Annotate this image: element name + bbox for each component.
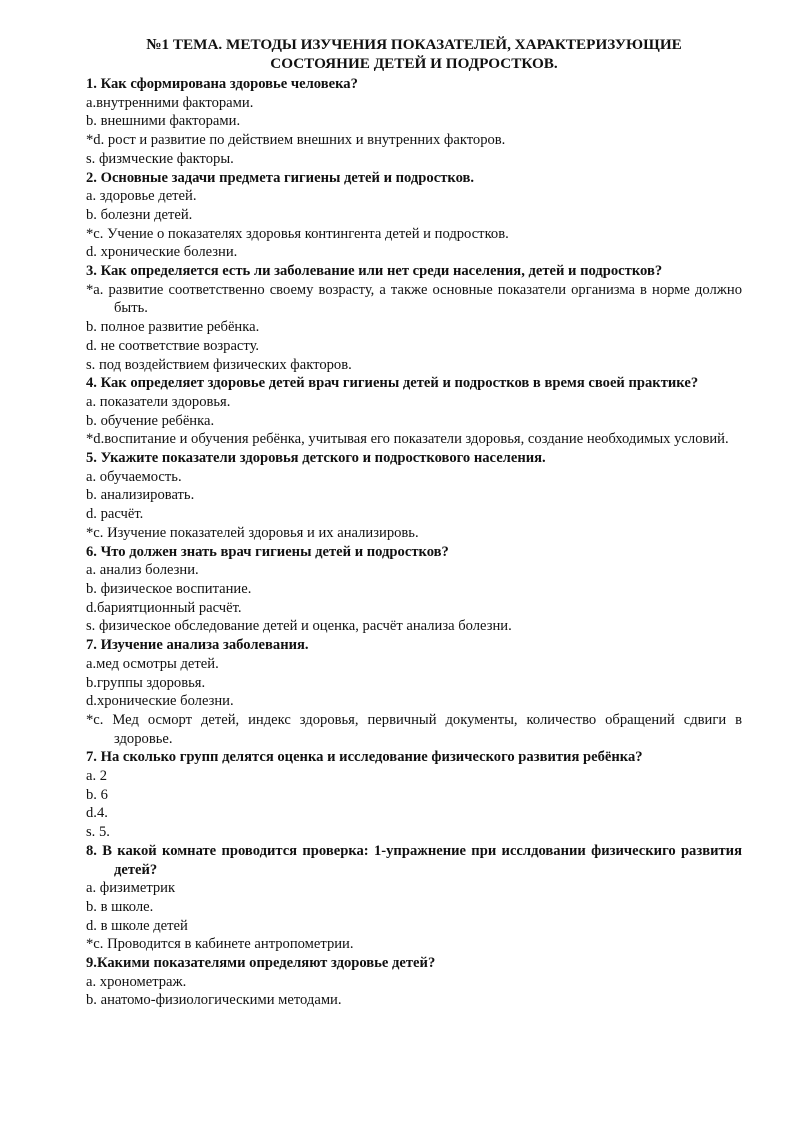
title-line-2: СОСТОЯНИЕ ДЕТЕЙ И ПОДРОСТКОВ. — [270, 54, 558, 72]
answer-option: a. анализ болезни. — [86, 562, 199, 579]
answer-option: b. в школе. — [86, 898, 154, 915]
document-page — [86, 36, 742, 1010]
answer-option: d.бариятционный расчёт. — [86, 599, 242, 616]
question-10: 9.Какими показателями определяют здоровье детей? — [86, 955, 436, 972]
answer-option: b. болезни детей. — [86, 206, 193, 223]
answer-option: d. расчёт. — [86, 506, 144, 523]
answer-option: a.внутренними факторами. — [86, 94, 254, 111]
title-line-1: №1 ТЕМА. МЕТОДЫ ИЗУЧЕНИЯ ПОКАЗАТЕЛЕЙ, ХАРАКТЕРИЗУЮЩИЕ — [146, 36, 682, 53]
document-title — [86, 36, 742, 73]
answer-option: b. полное развитие ребёнка. — [86, 319, 260, 336]
answer-option: d. хронические болезни. — [86, 244, 238, 261]
answer-option: b. физическое воспитание. — [86, 580, 252, 597]
answer-option: b.группы здоровья. — [86, 674, 206, 691]
question-9: 8. В какой комнате проводится проверка: 1-упражнение при исслдовании физическиго развития детей? — [86, 842, 742, 878]
answer-option: a. 2 — [86, 768, 108, 785]
question-6: 6. Что должен знать врач гигиены детей и подростков? — [86, 543, 449, 560]
answer-option: b. 6 — [86, 786, 108, 803]
question-3: 3. Как определяется есть ли заболевание или нет среди населения, детей и подростков? — [86, 263, 663, 280]
answer-option: a. здоровье детей. — [86, 188, 197, 205]
answer-option: b. анатомо-физиологическими методами. — [86, 992, 342, 1009]
answer-option: d.хронические болезни. — [86, 693, 234, 710]
answer-option: s. 5. — [86, 824, 110, 841]
answer-option: *c. Изучение показателей здоровья и их анализировь. — [86, 524, 419, 541]
answer-option: *c. Учение о показателях здоровья контингента детей и подростков. — [86, 225, 509, 242]
answer-option: *c. Проводится в кабинете антропометрии. — [86, 936, 354, 953]
answer-option: *d.воспитание и обучения ребёнка, учитывая его показатели здоровья, создание необходимых условий. — [86, 431, 729, 448]
answer-option: d. в школе детей — [86, 917, 188, 934]
answer-option: s. физическое обследование детей и оценка, расчёт анализа болезни. — [86, 618, 512, 635]
question-4: 4. Как определяет здоровье детей врач гигиены детей и подростков в время своей практике? — [86, 375, 699, 392]
answer-option: b. обучение ребёнка. — [86, 412, 215, 429]
answer-option: *a. развитие соответственно своему возрасту, а также основные показатели организма в норме должно быть. — [86, 281, 742, 317]
answer-option: a. показатели здоровья. — [86, 393, 231, 410]
answer-option: s. под воздействием физических факторов. — [86, 356, 352, 373]
question-2: 2. Основные задачи предмета гигиены детей и подростков. — [86, 169, 475, 186]
question-1: 1. Как сформирована здоровье человека? — [86, 76, 358, 92]
answer-option: a.мед осмотры детей. — [86, 655, 219, 672]
answer-option: *c. Мед осморт детей, индекс здоровья, первичный документы, количество обращений сдвиги в здоровье. — [86, 711, 742, 747]
answer-option: a. физиметрик — [86, 880, 176, 897]
answer-option: a. обучаемость. — [86, 468, 182, 485]
question-7: 7. Изучение анализа заболевания. — [86, 637, 309, 654]
answer-option: a. хронометраж. — [86, 973, 187, 990]
question-list — [86, 75, 742, 1010]
answer-option: b. внешними факторами. — [86, 113, 241, 130]
question-5: 5. Укажите показатели здоровья детского и подросткового населения. — [86, 450, 546, 467]
answer-option: d.4. — [86, 805, 108, 822]
question-8: 7. На сколько групп делятся оценка и исследование физического развития ребёнка? — [86, 749, 643, 766]
answer-option: *d. рост и развитие по действием внешних и внутренних факторов. — [86, 132, 506, 149]
answer-option: d. не соответствие возрасту. — [86, 337, 260, 354]
answer-option: b. анализировать. — [86, 487, 195, 504]
answer-option: s. физмческие факторы. — [86, 150, 234, 167]
